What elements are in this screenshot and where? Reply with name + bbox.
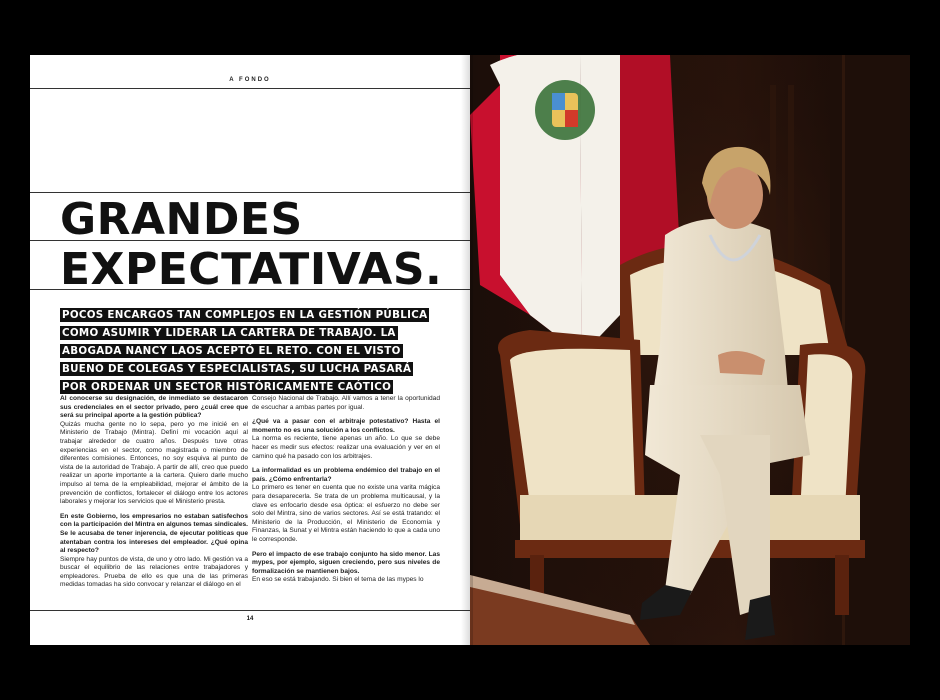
page-number: 14 [246, 616, 254, 622]
question: ¿Qué va a pasar con el arbitraje potestativo? Hasta el momento no es una solución a los conflictos. [252, 418, 440, 434]
footer-rule [30, 610, 470, 611]
left-page [30, 55, 470, 645]
qa-block [60, 513, 248, 590]
qa-block [252, 418, 440, 461]
qa-block [252, 467, 440, 544]
answer: Quizás mucha gente no lo sepa, pero yo me inicié en el Ministerio de Trabajo (Mintra). Definí mi vocación aquí al trabajar alrededor de cuatro años. Después tuve otras experiencias en el sector, como magistrada o miembro de diferentes comisiones. Entonces, no soy esquiva al punto de vista de la autoridad de Trabajo. A partir de allí, creo que puedo realizar un aporte importante a la cartera. Quiero darle mucho impulso al tema de la empleabilidad, mejorar el ámbito de la prevención de conflictos, fortalecer el diálogo entre los actores laborales y mejorar los servicios que el Ministerio presta. [60, 420, 248, 506]
qa-block [252, 395, 440, 412]
section-label: A FONDO [229, 77, 271, 83]
answer: Lo primero es tener en cuenta que no existe una varita mágica para desaparecerla. Se trata de un problema multicausal, y la clave es enfocarlo desde esa óptica: el esfuerzo no debe ser solo del Mintra, sino de varios sectores. Así se está tratando: el Ministerio de la Producción, el Ministerio de Economía y Finanzas, la Sunat y el Mintra están haciendo lo que a cada uno le corresponde. [252, 484, 440, 543]
qa-block [60, 395, 248, 507]
answer: En eso se está trabajando. Si bien el tema de las mypes lo [252, 576, 424, 584]
text-column-2 [252, 395, 440, 591]
headline-line-2: EXPECTATIVAS. [60, 244, 443, 295]
right-page [470, 55, 910, 645]
magazine-spread [30, 55, 910, 645]
header-rule [30, 88, 470, 89]
binding-gutter [461, 55, 473, 645]
answer: Siempre hay puntos de vista, de uno y otro lado. Mi gestión va a buscar el equilibrio de las relaciones entre trabajadores y empleadores. Prueba de ello es que una de las primeras medidas tomadas ha sido convocar y relanzar el diálogo en el [60, 555, 248, 589]
question: Al conocerse su designación, de inmediato se destacaron sus credenciales en el sector privado, pero ¿cuál cree que será su principal aporte a la gestión pública? [60, 395, 248, 420]
text-column-1 [60, 395, 248, 596]
headline-rule-top [30, 192, 470, 193]
question: La informalidad es un problema endémico del trabajo en el país. ¿Cómo enfrentarla? [252, 467, 440, 483]
deck-text: POCOS ENCARGOS TAN COMPLEJOS EN LA GESTIÓN PÚBLICA COMO ASUMIR Y LIDERAR LA CARTERA DE TRABAJO. LA ABOGADA NANCY LAOS ACEPTÓ EL RETO. CON EL VISTO BUENO DE COLEGAS Y ESPECIALISTAS, SU LUCHA PASARÁ POR ORDENAR UN SECTOR HISTÓRICAMENTE CAÓTICO [62, 309, 428, 393]
headline [60, 195, 460, 295]
question: Pero el impacto de ese trabajo conjunto ha sido menor. Las mypes, por ejemplo, siguen creciendo, pero sus niveles de formalización se mantienen bajos. [252, 550, 440, 575]
headline-line-1: GRANDES [60, 194, 303, 245]
question: En este Gobierno, los empresarios no estaban satisfechos con la participación del Mintra en algunos temas sindicales. Se le acusaba de tener injerencia, de ejecutar políticas que atentaban contra los intereses del empleador. ¿Qué opina al respecto? [60, 512, 248, 555]
answer: Consejo Nacional de Trabajo. Allí vamos a tener la oportunidad de escuchar a ambas partes por igual. [252, 395, 440, 411]
deck [60, 305, 440, 395]
answer: La norma es reciente, tiene apenas un año. Lo que se debe hacer es medir sus efectos: realizar una evaluación y ver en el camino qué ha pasado con los arbitrajes. [252, 435, 440, 460]
portrait-photo [470, 55, 910, 645]
qa-block [252, 551, 440, 585]
